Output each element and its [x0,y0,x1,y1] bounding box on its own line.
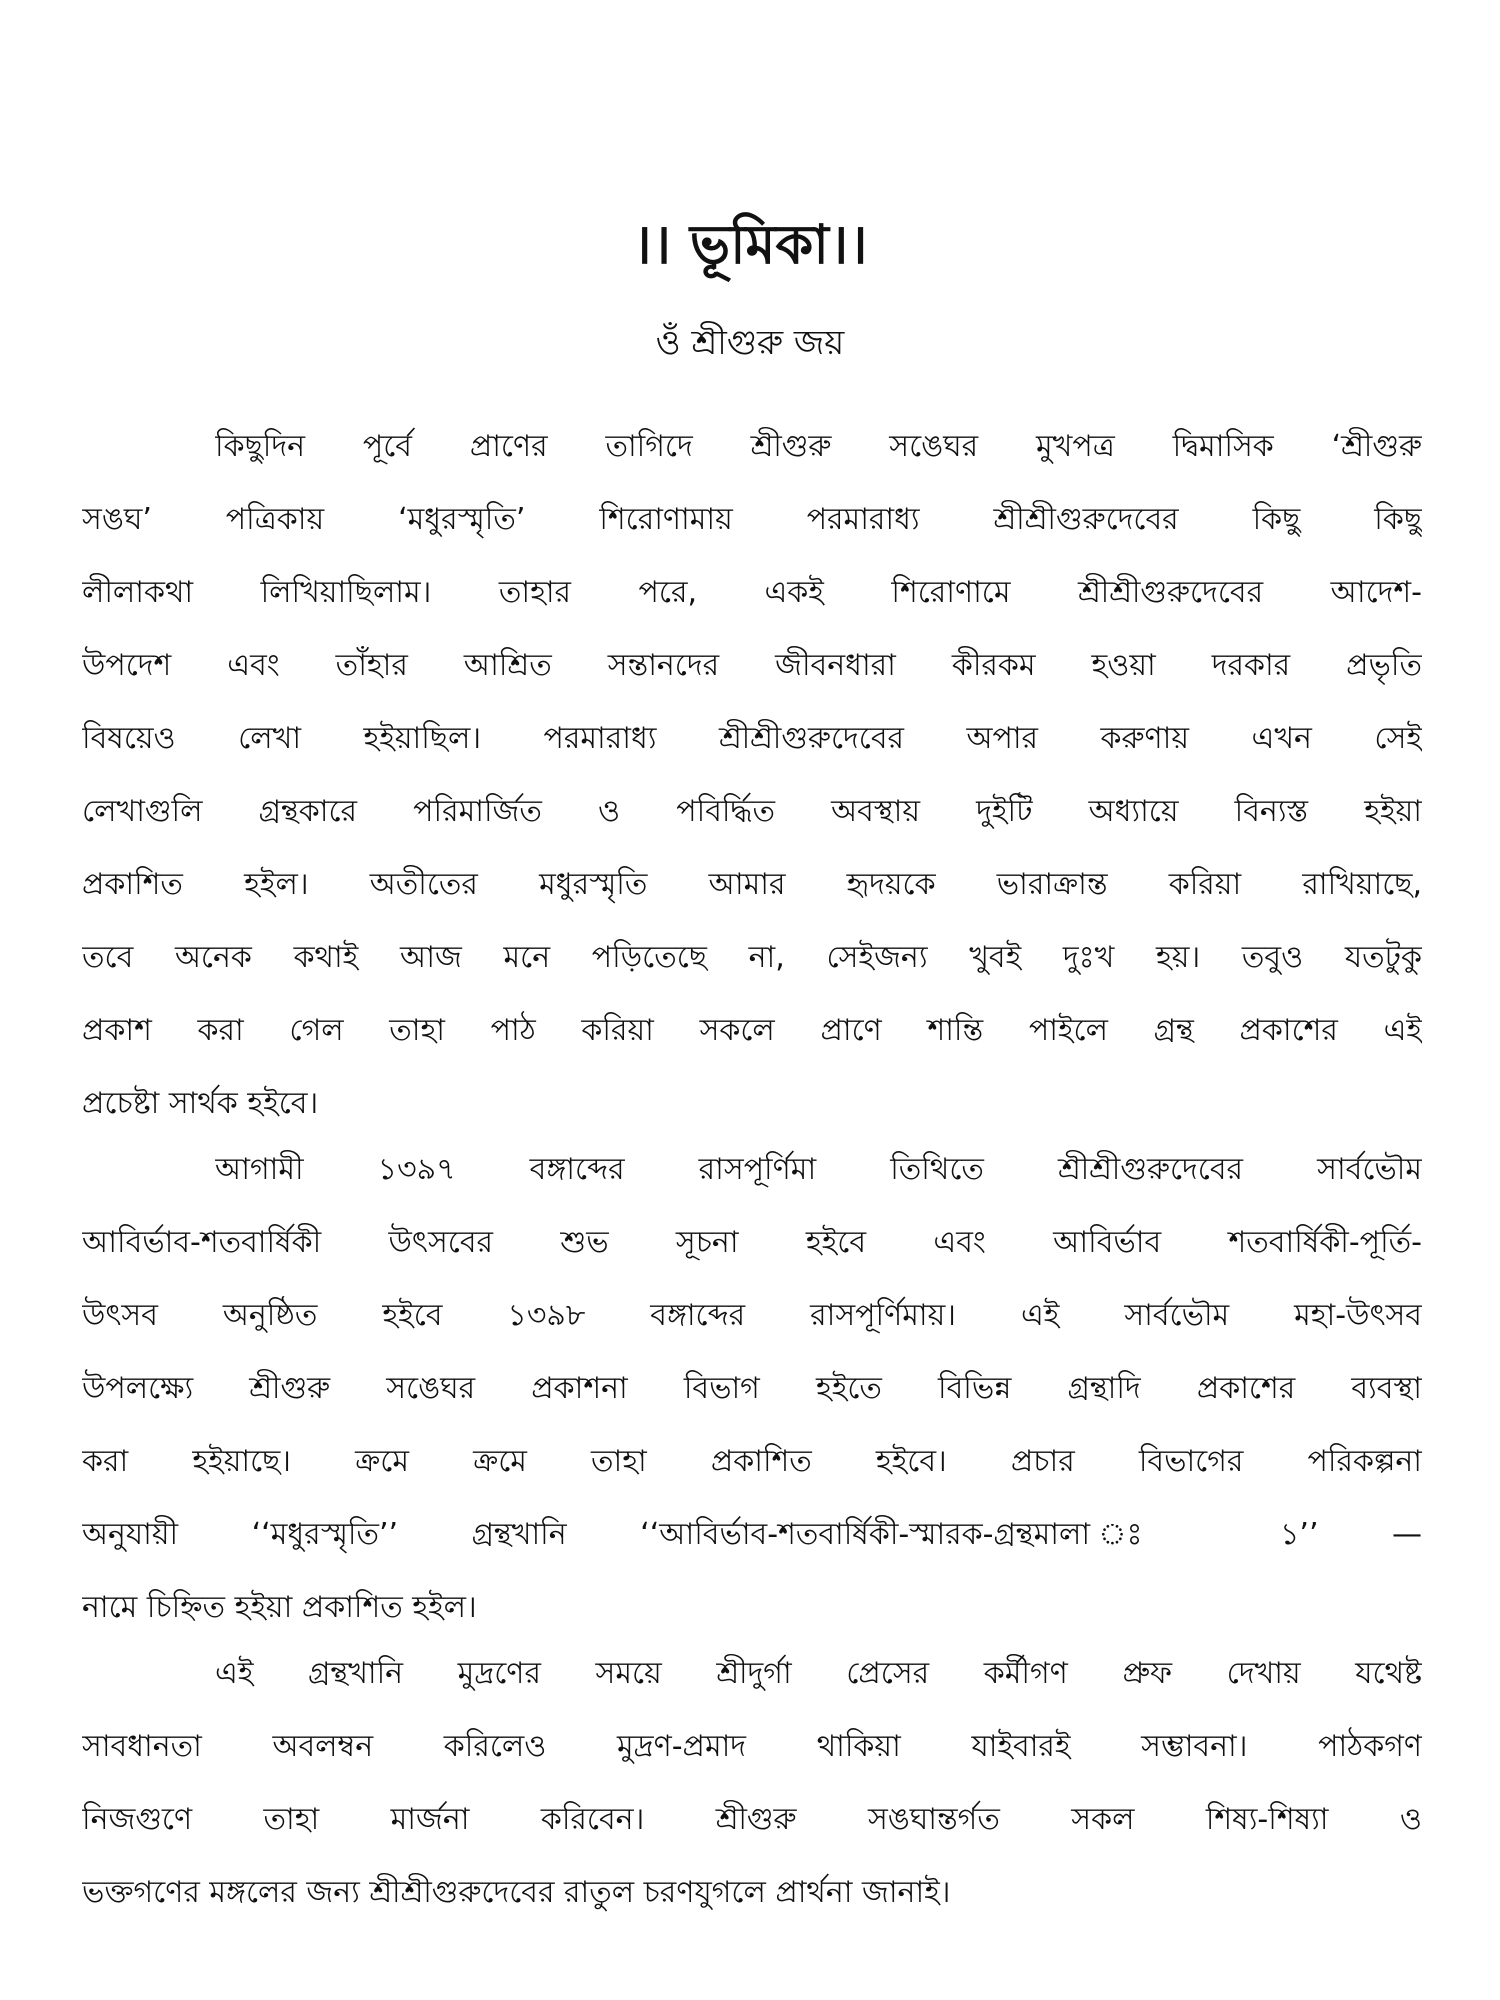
paragraph-line: উপলক্ষ্যে শ্রীগুরু সঙেঘর প্রকাশনা বিভাগ হইতে বিভিন্ন গ্রন্থাদি প্রকাশের ব্যবস্থা [82,1371,1422,1406]
paragraph-line: আবির্ভাব-শতবার্ষিকী উৎসবের শুভ সূচনা হইবে এবং আবির্ভাব শতবার্ষিকী-পূর্তি- [82,1225,1422,1260]
paragraph-line: লেখাগুলি গ্রন্থকারে পরিমার্জিত ও পবির্দ্ধিত অবস্থায় দুইটি অধ্যায়ে বিন্যস্ত হইয়া [82,794,1422,829]
page-title: ।। ভূমিকা।। [632,213,868,276]
paragraph-line: উৎসব অনুষ্ঠিত হইবে ১৩৯৮ বঙ্গাব্দের রাসপূর্ণিমায়। এই সার্বভৌম মহা-উৎসব [82,1298,1422,1333]
paragraph-line: প্রকাশিত হইল। অতীতের মধুরস্মৃতি আমার হৃদয়কে ভারাক্রান্ত করিয়া রাখিয়াছে, [82,867,1422,902]
paragraph-line: ভক্তগণের মঙ্গলের জন্য শ্রীশ্রীগুরুদেবের রাতুল চরণযুগলে প্রার্থনা জানাই। [82,1875,951,1910]
invocation-line: ওঁ শ্রীগুরু জয় [655,323,845,363]
paragraph-line: এই গ্রন্থখানি মুদ্রণের সময়ে শ্রীদুর্গা প্রেসের কর্মীগণ প্রুফ দেখায় যথেষ্ট [215,1656,1422,1691]
paragraph-line: প্রচেষ্টা সার্থক হইবে। [82,1086,319,1121]
paragraph-line: বিষয়েও লেখা হইয়াছিল। পরমারাধ্য শ্রীশ্রীগুরুদেবের অপার করুণায় এখন সেই [82,721,1422,756]
paragraph-line: সাবধানতা অবলম্বন করিলেও মুদ্রণ-প্রমাদ থাকিয়া যাইবারই সম্ভাবনা। পাঠকগণ [82,1729,1422,1764]
paragraph-line: নামে চিহ্নিত হইয়া প্রকাশিত হইল। [82,1590,477,1625]
paragraph-line: প্রকাশ করা গেল তাহা পাঠ করিয়া সকলে প্রাণে শান্তি পাইলে গ্রন্থ প্রকাশের এই [82,1013,1422,1048]
paragraph-line: লীলাকথা লিখিয়াছিলাম। তাহার পরে, একই শিরোণামে শ্রীশ্রীগুরুদেবের আদেশ- [82,575,1422,610]
paragraph-line: উপদেশ এবং তাঁহার আশ্রিত সন্তানদের জীবনধারা কীরকম হওয়া দরকার প্রভৃতি [82,648,1422,683]
paragraph-line: অনুযায়ী ‘‘মধুরস্মৃতি’’ গ্রন্থখানি ‘‘আবির্ভাব-শতবার্ষিকী-স্মারক-গ্রন্থমালা ঃ ১’’ — [82,1517,1422,1552]
paragraph-line: সঙঘ’ পত্রিকায় ‘মধুরস্মৃতি’ শিরোণামায় পরমারাধ্য শ্রীশ্রীগুরুদেবের কিছু কিছু [82,502,1422,537]
paragraph-line: আগামী ১৩৯৭ বঙ্গাব্দের রাসপূর্ণিমা তিথিতে শ্রীশ্রীগুরুদেবের সার্বভৌম [215,1152,1422,1187]
paragraph-line: কিছুদিন পূর্বে প্রাণের তাগিদে শ্রীগুরু সঙেঘর মুখপত্র দ্বিমাসিক ‘শ্রীগুরু [215,429,1422,464]
paragraph-line: নিজগুণে তাহা মার্জনা করিবেন। শ্রীগুরু সঙঘান্তর্গত সকল শিষ্য-শিষ্যা ও [82,1802,1422,1837]
paragraph-line: তবে অনেক কথাই আজ মনে পড়িতেছে না, সেইজন্য খুবই দুঃখ হয়। তবুও যতটুকু [82,940,1422,975]
paragraph-line: করা হইয়াছে। ক্রমে ক্রমে তাহা প্রকাশিত হইবে। প্রচার বিভাগের পরিকল্পনা [82,1444,1422,1479]
